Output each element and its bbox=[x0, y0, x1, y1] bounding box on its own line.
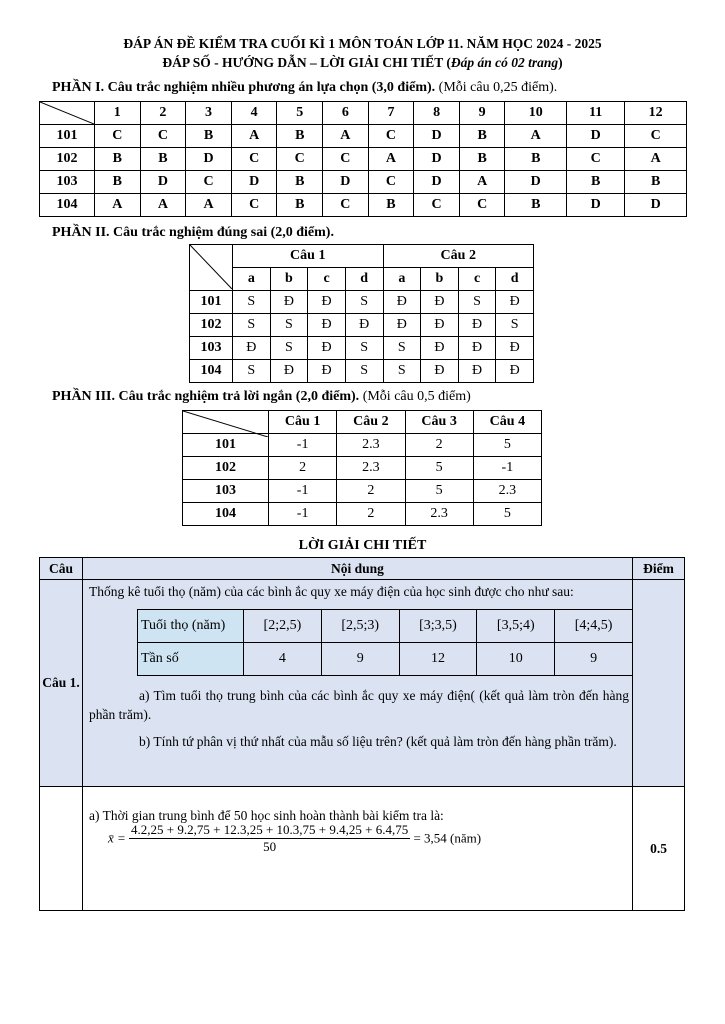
answer-cell: Đ bbox=[270, 360, 308, 383]
answer-cell: B bbox=[368, 194, 414, 217]
answer-cell: Đ bbox=[496, 291, 534, 314]
interval-cell: [2,5;3) bbox=[321, 610, 399, 643]
answer-cell: A bbox=[323, 125, 369, 148]
exam-code-cell: 102 bbox=[40, 148, 95, 171]
answer-cell: 5 bbox=[473, 503, 541, 526]
answer-cell: C bbox=[414, 194, 460, 217]
answer-cell: C bbox=[323, 148, 369, 171]
answer-cell: Đ bbox=[496, 360, 534, 383]
table-row bbox=[183, 480, 542, 503]
question-part-a: a) Tìm tuổi thọ trung bình của các bình ắc quy xe máy điện( (kết quả làm tròn đến hàng phần trăm). bbox=[89, 688, 629, 722]
answer-cell: -1 bbox=[269, 434, 337, 457]
answer-cell: S bbox=[383, 337, 421, 360]
question-number-header: 9 bbox=[459, 102, 505, 125]
answer-cell: C bbox=[368, 171, 414, 194]
statement-letter-header: d bbox=[496, 268, 534, 291]
interval-cell: [3,5;4) bbox=[477, 610, 555, 643]
frequency-cell: 4 bbox=[244, 643, 322, 676]
answer-cell: 5 bbox=[405, 457, 473, 480]
answer-cell: 2 bbox=[269, 457, 337, 480]
exam-code-cell: 101 bbox=[190, 291, 233, 314]
table-row bbox=[190, 291, 534, 314]
answer-cell: B bbox=[459, 148, 505, 171]
answer-cell: C bbox=[625, 125, 687, 148]
answer-cell: 2.3 bbox=[337, 434, 405, 457]
table-row bbox=[190, 314, 534, 337]
answer-cell: B bbox=[95, 171, 141, 194]
table-row bbox=[183, 457, 542, 480]
exam-code-cell: 102 bbox=[183, 457, 269, 480]
answer-cell: A bbox=[140, 194, 186, 217]
answer-cell: S bbox=[233, 314, 271, 337]
answer-cell: D bbox=[140, 171, 186, 194]
statement-letter-header: b bbox=[421, 268, 459, 291]
frequency-cell: 12 bbox=[399, 643, 477, 676]
answer-cell: B bbox=[277, 171, 323, 194]
question-group-header: Câu 2 bbox=[383, 245, 534, 268]
question-1-score-empty bbox=[633, 580, 685, 787]
question-number-header: 1 bbox=[95, 102, 141, 125]
exam-code-cell: 103 bbox=[190, 337, 233, 360]
answer-cell: S bbox=[233, 360, 271, 383]
answer-cell: C bbox=[231, 148, 277, 171]
answer-cell: D bbox=[505, 171, 567, 194]
answer-cell: S bbox=[270, 314, 308, 337]
statement-letter-header: a bbox=[233, 268, 271, 291]
question-number-header: 5 bbox=[277, 102, 323, 125]
answer-cell: -1 bbox=[473, 457, 541, 480]
answer-cell: B bbox=[625, 171, 687, 194]
answer-cell: S bbox=[233, 291, 271, 314]
answer-cell: S bbox=[345, 360, 383, 383]
answer-cell: Đ bbox=[270, 291, 308, 314]
table-header-row bbox=[190, 245, 534, 268]
answer-cell: 5 bbox=[473, 434, 541, 457]
question-intro: Thống kê tuổi thọ (năm) của các bình ắc quy xe máy điện của học sinh được cho như sau: bbox=[89, 584, 574, 599]
answer-cell: D bbox=[414, 148, 460, 171]
answer-cell: D bbox=[414, 171, 460, 194]
formula-fraction bbox=[129, 822, 410, 855]
table-row bbox=[40, 125, 687, 148]
question-number-header: 7 bbox=[368, 102, 414, 125]
exam-code-cell: 103 bbox=[183, 480, 269, 503]
answer-cell: S bbox=[270, 337, 308, 360]
answer-cell: D bbox=[566, 125, 624, 148]
interval-cell: [3;3,5) bbox=[399, 610, 477, 643]
answer-cell: B bbox=[505, 194, 567, 217]
part3-answer-table bbox=[182, 410, 542, 526]
answer-cell: Đ bbox=[308, 291, 346, 314]
question-1-label: Câu 1. bbox=[40, 580, 83, 787]
question-number-header: 11 bbox=[566, 102, 624, 125]
answer-cell: Đ bbox=[421, 337, 459, 360]
answer-cell: Đ bbox=[233, 337, 271, 360]
answer-cell: B bbox=[140, 148, 186, 171]
answer-cell: Đ bbox=[496, 337, 534, 360]
frequency-cell: 9 bbox=[555, 643, 633, 676]
answer-cell: Đ bbox=[383, 291, 421, 314]
answer-cell: A bbox=[231, 125, 277, 148]
table-header-row bbox=[40, 102, 687, 125]
answer-cell: S bbox=[345, 291, 383, 314]
answer-cell: C bbox=[277, 148, 323, 171]
exam-code-cell: 101 bbox=[183, 434, 269, 457]
table-row bbox=[190, 337, 534, 360]
interval-cell: [4;4,5) bbox=[555, 610, 633, 643]
answer-cell: Đ bbox=[421, 291, 459, 314]
answer-cell: A bbox=[95, 194, 141, 217]
diagonal-corner-cell bbox=[190, 245, 233, 291]
answer-cell: A bbox=[186, 194, 232, 217]
answer-cell: D bbox=[186, 148, 232, 171]
question-group-header: Câu 1 bbox=[233, 245, 384, 268]
question-header: Câu 4 bbox=[473, 411, 541, 434]
answer-cell: S bbox=[345, 337, 383, 360]
answer-a-text: a) Thời gian trung bình để 50 học sinh hoàn thành bài kiểm tra là: bbox=[89, 808, 444, 823]
question-number-header: 10 bbox=[505, 102, 567, 125]
mean-formula bbox=[108, 822, 481, 855]
answer-cell: 2 bbox=[405, 434, 473, 457]
exam-code-cell: 101 bbox=[40, 125, 95, 148]
answer-cell: C bbox=[566, 148, 624, 171]
answer-cell: A bbox=[368, 148, 414, 171]
question-header: Câu 3 bbox=[405, 411, 473, 434]
frequency-cell: 9 bbox=[321, 643, 399, 676]
table-subheader-row bbox=[190, 268, 534, 291]
answer-cell: D bbox=[414, 125, 460, 148]
document-subtitle: ĐÁP SỐ - HƯỚNG DẪN – LỜI GIẢI CHI TIẾT (Đáp án có 02 trang) bbox=[162, 55, 563, 70]
answer-cell: Đ bbox=[308, 337, 346, 360]
answer-cell: C bbox=[323, 194, 369, 217]
answer-cell: Đ bbox=[458, 337, 496, 360]
answer-cell: Đ bbox=[308, 314, 346, 337]
col-content-header: Nội dung bbox=[82, 558, 632, 580]
answer-cell: 2 bbox=[337, 503, 405, 526]
answer-cell: C bbox=[368, 125, 414, 148]
answer-cell: A bbox=[459, 171, 505, 194]
answer-cell: S bbox=[383, 360, 421, 383]
answer-cell: 2.3 bbox=[337, 457, 405, 480]
part2-answer-table bbox=[189, 244, 534, 383]
question-header: Câu 2 bbox=[337, 411, 405, 434]
answer-cell: B bbox=[505, 148, 567, 171]
answer-cell: C bbox=[140, 125, 186, 148]
lifetime-frequency-table bbox=[137, 609, 633, 676]
answer-cell: -1 bbox=[269, 503, 337, 526]
col-score-header: Điểm bbox=[633, 558, 685, 580]
solution-heading: LỜI GIẢI CHI TIẾT bbox=[298, 538, 427, 553]
table-row bbox=[40, 194, 687, 217]
answer-cell: Đ bbox=[345, 314, 383, 337]
formula-numerator: 4.2,25 + 9.2,75 + 12.3,25 + 10.3,75 + 9.4,25 + 6.4,75 bbox=[131, 822, 409, 837]
part1-answer-table bbox=[39, 101, 687, 217]
answer-cell: D bbox=[566, 194, 624, 217]
answer-cell: B bbox=[186, 125, 232, 148]
formula-denominator: 50 bbox=[263, 839, 277, 854]
part3-heading: PHẦN III. Câu trắc nghiệm trả lời ngắn (2,0 điểm). (Mỗi câu 0,5 điểm) bbox=[52, 389, 471, 404]
frequency-cell: 10 bbox=[477, 643, 555, 676]
table-row bbox=[40, 148, 687, 171]
answer-cell: B bbox=[277, 125, 323, 148]
answer-cell: C bbox=[95, 125, 141, 148]
question-number-header: 8 bbox=[414, 102, 460, 125]
interval-cell: [2;2,5) bbox=[244, 610, 322, 643]
lifetime-label: Tuổi thọ (năm) bbox=[138, 610, 244, 643]
answer-row-label bbox=[40, 787, 83, 911]
question-number-header: 3 bbox=[186, 102, 232, 125]
answer-cell: Đ bbox=[383, 314, 421, 337]
question-number-header: 2 bbox=[140, 102, 186, 125]
answer-cell: Đ bbox=[308, 360, 346, 383]
statement-letter-header: d bbox=[345, 268, 383, 291]
answer-cell: 2.3 bbox=[473, 480, 541, 503]
answer-cell: Đ bbox=[458, 314, 496, 337]
answer-cell: 5 bbox=[405, 480, 473, 503]
document-title: ĐÁP ÁN ĐỀ KIỂM TRA CUỐI KÌ 1 MÔN TOÁN LỚP 11. NĂM HỌC 2024 - 2025 bbox=[123, 36, 602, 51]
answer-cell: Đ bbox=[458, 360, 496, 383]
diagonal-corner-cell bbox=[40, 102, 95, 125]
frequency-label: Tần số bbox=[138, 643, 244, 676]
formula-lhs: x̄ = bbox=[108, 830, 126, 846]
col-question-header: Câu bbox=[40, 558, 83, 580]
table-row bbox=[40, 171, 687, 194]
answer-cell: D bbox=[231, 171, 277, 194]
question-number-header: 12 bbox=[625, 102, 687, 125]
answer-a-score: 0.5 bbox=[633, 787, 685, 911]
answer-cell: A bbox=[505, 125, 567, 148]
answer-cell: 2.3 bbox=[405, 503, 473, 526]
part1-heading: PHẦN I. Câu trắc nghiệm nhiều phương án lựa chọn (3,0 điểm). (Mỗi câu 0,25 điểm). bbox=[52, 80, 558, 95]
answer-cell: 2 bbox=[337, 480, 405, 503]
answer-cell: D bbox=[323, 171, 369, 194]
statement-letter-header: a bbox=[383, 268, 421, 291]
statement-letter-header: b bbox=[270, 268, 308, 291]
answer-cell: B bbox=[566, 171, 624, 194]
table-row bbox=[190, 360, 534, 383]
exam-code-cell: 103 bbox=[40, 171, 95, 194]
question-part-b: b) Tính tứ phân vị thứ nhất của mẫu số liệu trên? (kết quả làm tròn đến hàng phần trăm). bbox=[139, 734, 617, 749]
diagonal-corner-cell bbox=[183, 411, 269, 434]
answer-cell: Đ bbox=[421, 314, 459, 337]
question-number-header: 6 bbox=[323, 102, 369, 125]
answer-cell: -1 bbox=[269, 480, 337, 503]
answer-cell: C bbox=[231, 194, 277, 217]
answer-cell: C bbox=[459, 194, 505, 217]
part2-heading: PHẦN II. Câu trắc nghiệm đúng sai (2,0 điểm). bbox=[52, 225, 334, 240]
statement-letter-header: c bbox=[458, 268, 496, 291]
exam-code-cell: 104 bbox=[40, 194, 95, 217]
answer-cell: S bbox=[496, 314, 534, 337]
exam-code-cell: 102 bbox=[190, 314, 233, 337]
question-header: Câu 1 bbox=[269, 411, 337, 434]
exam-code-cell: 104 bbox=[183, 503, 269, 526]
answer-cell: C bbox=[186, 171, 232, 194]
answer-cell: B bbox=[459, 125, 505, 148]
statement-letter-header: c bbox=[308, 268, 346, 291]
answer-cell: Đ bbox=[421, 360, 459, 383]
answer-cell: S bbox=[458, 291, 496, 314]
answer-cell: B bbox=[95, 148, 141, 171]
answer-cell: D bbox=[625, 194, 687, 217]
answer-cell: B bbox=[277, 194, 323, 217]
table-header-row bbox=[183, 411, 542, 434]
answer-cell: A bbox=[625, 148, 687, 171]
exam-code-cell: 104 bbox=[190, 360, 233, 383]
table-row bbox=[183, 503, 542, 526]
question-number-header: 4 bbox=[231, 102, 277, 125]
formula-result: = 3,54 (năm) bbox=[413, 830, 482, 846]
